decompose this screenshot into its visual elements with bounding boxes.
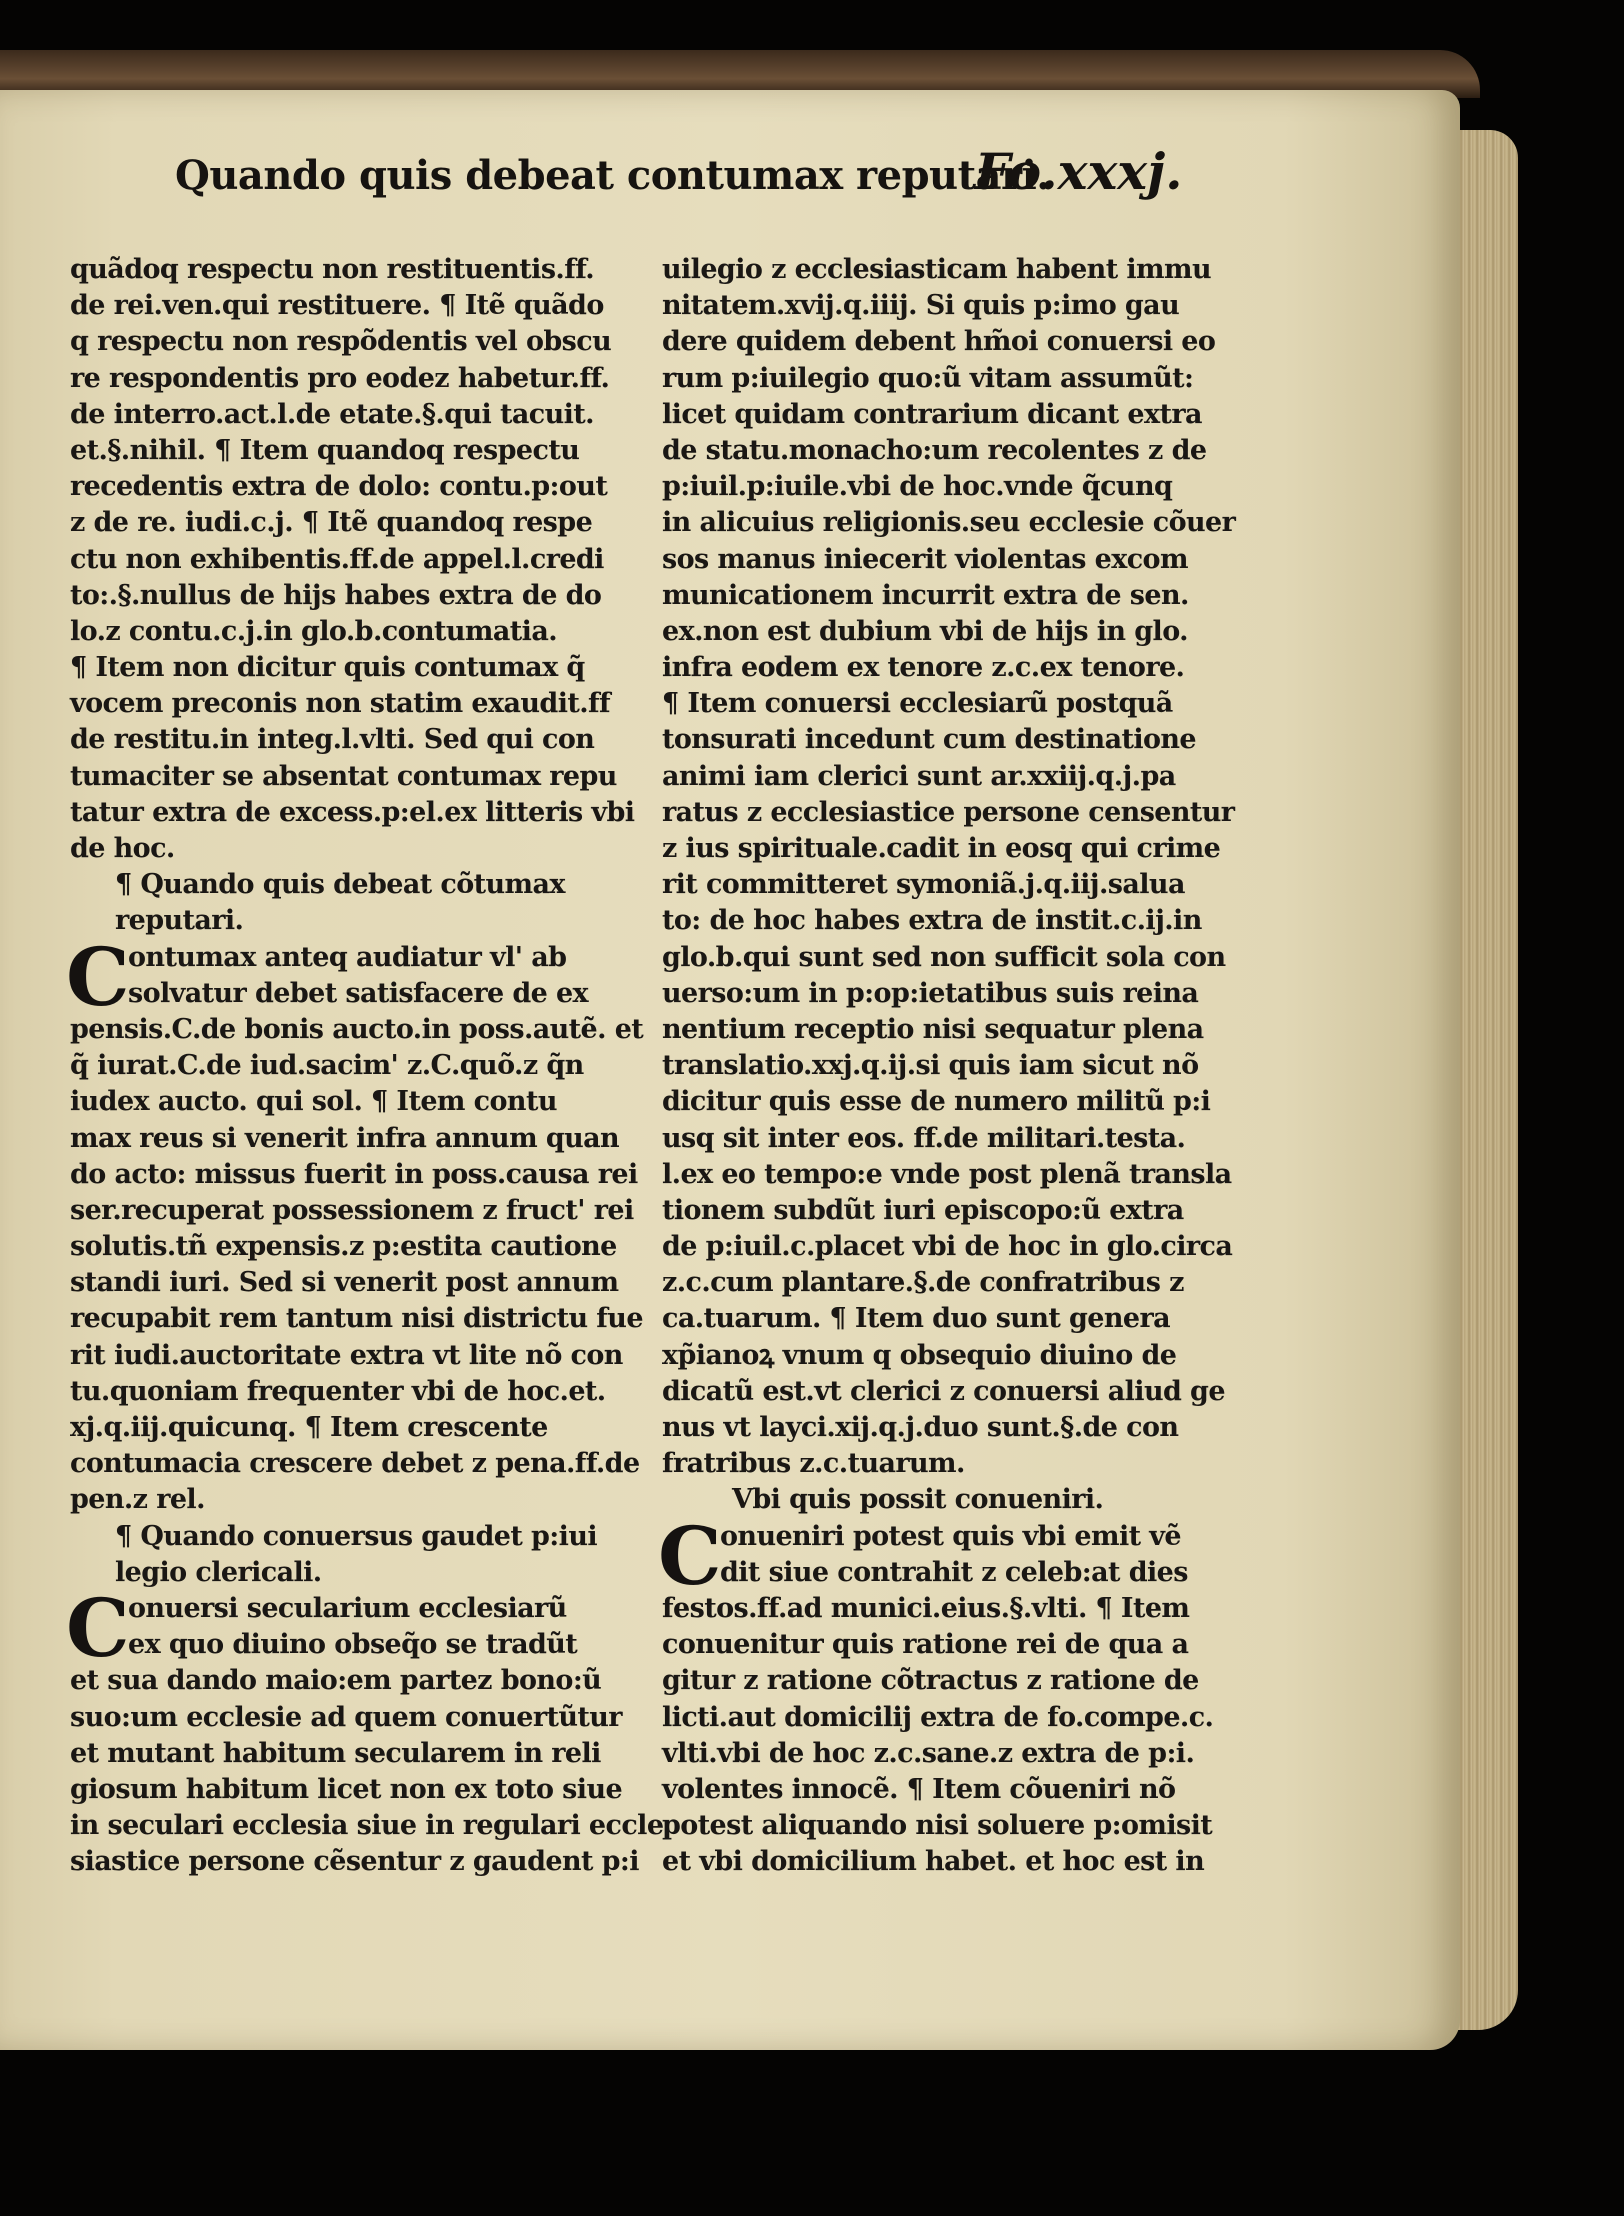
text-line: usq sit inter eos. ff.de militari.testa. <box>662 1122 1186 1154</box>
text-line: in seculari ecclesia siue in regulari eccle <box>70 1810 664 1842</box>
text-line: tonsurati incedunt cum destinatione <box>662 724 1197 756</box>
text-line: reputari. <box>115 905 244 937</box>
text-line: ctu non exhibentis.ff.de appel.l.credi <box>70 543 604 575</box>
right-text-column <box>658 252 1242 1880</box>
drop-initial: C <box>658 1508 722 1603</box>
running-head-title: Quando quis debeat contumax reputari. <box>175 152 1050 199</box>
text-line: de hoc. <box>70 833 175 864</box>
text-line: festos.ff.ad munici.eius.§.vlti. ¶ Item <box>662 1592 1190 1624</box>
text-line: do acto: missus fuerit in poss.causa rei <box>70 1158 638 1190</box>
text-line: et mutant habitum secularem in reli <box>70 1737 601 1769</box>
text-line: pen.z rel. <box>70 1484 205 1516</box>
text-line: quãdoq respectu non restituentis.ff. <box>70 254 595 285</box>
text-line: z de re. iudi.c.j. ¶ Itẽ quandoq respe <box>70 507 593 539</box>
text-line: et vbi domicilium habet. et hoc est in <box>662 1846 1205 1878</box>
text-line: iudex aucto. qui sol. ¶ Item contu <box>70 1086 557 1118</box>
text-line: z.c.cum plantare.§.de confratribus z <box>662 1267 1184 1299</box>
text-line: solvatur debet satisfacere de ex <box>128 977 589 1009</box>
right-section-conueniri <box>658 1508 1242 1881</box>
text-line: recupabit rem tantum nisi districtu fue <box>70 1303 643 1335</box>
text-line: ¶ Quando quis debeat cõtumax <box>115 869 565 901</box>
text-line: giosum habitum licet non ex toto siue <box>70 1773 623 1805</box>
text-line: nus vt layci.xij.q.j.duo sunt.§.de con <box>662 1412 1179 1443</box>
text-line: ser.recuperat possessionem z fruct' rei <box>70 1194 634 1226</box>
text-line: dicitur quis esse de numero militũ p:i <box>662 1086 1211 1118</box>
text-line: rit committeret symoniã.j.q.iij.salua <box>662 869 1185 901</box>
text-line: licet quidam contrarium dicant extra <box>662 398 1202 430</box>
text-line: lo.z contu.c.j.in glo.b.contumatia. <box>70 615 558 647</box>
drop-initial: C <box>66 1580 130 1675</box>
text-line: de interro.act.l.de etate.§.qui tacuit. <box>70 398 594 430</box>
text-line-content: onuersi secularium ecclesiarũ <box>128 1592 567 1624</box>
text-line: uerso:um in p:op:ietatibus suis reina <box>662 977 1199 1009</box>
text-line: de p:iuil.c.placet vbi de hoc in glo.circa <box>662 1231 1233 1263</box>
text-line: recedentis extra de dolo: contu.p:out <box>70 471 608 503</box>
text-line: gitur z ratione cõtractus z ratione de <box>662 1665 1199 1697</box>
text-line: infra eodem ex tenore z.c.ex tenore. <box>662 652 1185 684</box>
text-line: animi iam clerici sunt ar.xxiij.q.j.pa <box>662 760 1176 792</box>
text-line: q̃ iurat.C.de iud.sacim' z.C.quõ.z q̃n <box>70 1050 584 1082</box>
text-line: q respectu non respõdentis vel obscu <box>70 326 612 358</box>
text-line: p:iuil.p:iuile.vbi de hoc.vnde q̃cunq <box>662 471 1173 503</box>
text-line: ca.tuarum. ¶ Item duo sunt genera <box>662 1303 1171 1335</box>
text-line: potest aliquando nisi soluere p:omisit <box>662 1810 1213 1842</box>
text-line: contumacia crescere debet z pena.ff.de <box>70 1448 640 1480</box>
folio-number: Fo.xxxj. <box>975 142 1183 201</box>
left-paragraph-intro <box>70 252 650 867</box>
left-section-contumax <box>66 929 650 1519</box>
text-line: rum p:iuilegio quo:ũ vitam assumũt: <box>662 362 1194 394</box>
left-heading-contumax <box>70 867 650 939</box>
text-line: dere quidem debent hm̃oi conuersi eo <box>662 326 1216 358</box>
text-line: max reus si venerit infra annum quan <box>70 1122 620 1154</box>
text-line: municationem incurrit extra de sen. <box>662 579 1189 611</box>
text-line: licti.aut domicilij extra de fo.compe.c. <box>662 1701 1214 1733</box>
text-line: z ius spirituale.cadit in eosq qui crime <box>662 833 1221 864</box>
text-line: rit iudi.auctoritate extra vt lite nõ con <box>70 1339 623 1371</box>
text-line: fratribus z.c.tuarum. <box>662 1448 965 1480</box>
text-line: tionem subdũt iuri episcopo:ũ extra <box>662 1194 1184 1226</box>
text-line: ex quo diuino obseq̃o se tradũt <box>128 1629 578 1661</box>
right-heading-conueniri: Vbi quis possit conueniri. <box>732 1484 1104 1516</box>
text-line: ratus z ecclesiastice persone censentur <box>662 796 1235 828</box>
text-line: ¶ Quando conuersus gaudet p:iui <box>115 1520 598 1552</box>
text-line: to: de hoc habes extra de instit.c.ij.in <box>662 905 1202 937</box>
text-line: re respondentis pro eodez habetur.ff. <box>70 362 610 394</box>
text-line: translatio.xxj.q.ij.si quis iam sicut nõ <box>662 1050 1199 1082</box>
text-line-content: onueniri potest quis vbi emit vẽ <box>720 1520 1181 1552</box>
text-line: et.§.nihil. ¶ Item quandoq respectu <box>70 434 580 466</box>
right-paragraph-continuation <box>662 252 1242 1482</box>
text-line: legio clericali. <box>115 1556 322 1588</box>
text-line: glo.b.qui sunt sed non sufficit sola con <box>662 941 1226 973</box>
left-section-conuersi <box>66 1580 664 1881</box>
text-line: vlti.vbi de hoc z.c.sane.z extra de p:i. <box>662 1737 1195 1769</box>
text-line: conuenitur quis ratione rei de qua a <box>662 1629 1189 1661</box>
text-line: xj.q.iij.quicunq. ¶ Item crescente <box>70 1412 548 1443</box>
text-line: tu.quoniam frequenter vbi de hoc.et. <box>70 1375 606 1407</box>
text-line: de rei.ven.qui restituere. ¶ Itẽ quãdo <box>70 290 604 322</box>
text-line: pensis.C.de bonis aucto.in poss.autẽ. et <box>70 1013 644 1045</box>
text-line: nitatem.xvij.q.iiij. Si quis p:imo gau <box>662 290 1180 322</box>
text-line: vocem preconis non statim exaudit.ff <box>70 688 611 720</box>
text-line-content: ontumax anteq audiatur vl' ab <box>128 941 567 973</box>
text-line: tatur extra de excess.p:el.ex litteris vbi <box>70 796 635 828</box>
text-line: dicatũ est.vt clerici z conuersi aliud ge <box>662 1375 1225 1407</box>
text-line: l.ex eo tempo:e vnde post plenã transla <box>662 1158 1232 1190</box>
drop-initial: C <box>66 929 130 1024</box>
text-line: ¶ Item conuersi ecclesiarũ postquã <box>662 688 1173 720</box>
text-line: et sua dando maio:em partez bono:ũ <box>70 1665 602 1697</box>
left-text-column <box>66 252 664 1880</box>
text-line: sos manus iniecerit violentas excom <box>662 543 1188 575</box>
text-line: uilegio z ecclesiasticam habent immu <box>662 254 1211 285</box>
text-line: suo:um ecclesie ad quem conuertũtur <box>70 1701 622 1733</box>
text-line: ex.non est dubium vbi de hijs in glo. <box>662 615 1188 647</box>
text-line: siastice persone cẽsentur z gaudent p:i <box>70 1846 639 1878</box>
text-line: standi iuri. Sed si venerit post annum <box>70 1267 619 1299</box>
text-line: ¶ Item non dicitur quis contumax q̃ <box>70 652 585 684</box>
left-heading-conuersus <box>70 1519 650 1591</box>
running-head <box>175 130 1183 220</box>
text-line: de statu.monacho:um recolentes z de <box>662 434 1207 466</box>
text-line: solutis.tñ expensis.z p:estita cautione <box>70 1231 617 1263</box>
text-line: in alicuius religionis.seu ecclesie cõuer <box>662 507 1236 539</box>
text-line: dit siue contrahit z celeb:at dies <box>720 1556 1188 1588</box>
text-line: nentium receptio nisi sequatur plena <box>662 1013 1204 1045</box>
text-line: de restitu.in integ.l.vlti. Sed qui con <box>70 724 595 756</box>
text-line: xp̃ianoꝝ vnum q obsequio diuino de <box>662 1339 1177 1371</box>
text-line: volentes innocẽ. ¶ Item cõueniri nõ <box>662 1773 1176 1805</box>
text-line: tumaciter se absentat contumax repu <box>70 760 617 792</box>
text-line: to:.§.nullus de hijs habes extra de do <box>70 579 602 611</box>
